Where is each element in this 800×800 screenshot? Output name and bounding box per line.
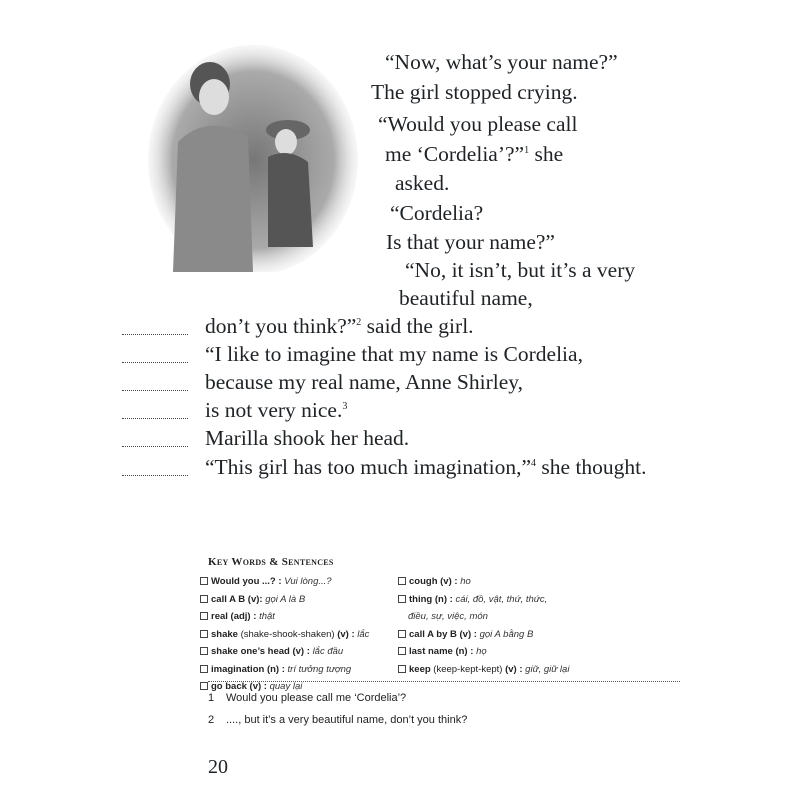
key-word-definition: cái, đồ, vật, thứ, thức, [455, 593, 548, 605]
note-blank-line [122, 418, 188, 419]
footnote-number: 2 [208, 714, 215, 726]
key-word-term: go back (v) [211, 681, 262, 692]
key-word-item [200, 664, 351, 675]
key-word-definition: giữ, giữ lại [525, 663, 570, 675]
key-word-forms: (keep-kept-kept) [430, 663, 506, 675]
key-word-item [200, 611, 275, 622]
line-text: asked. [395, 171, 450, 195]
line-text: beautiful name, [399, 286, 533, 310]
key-words-box [208, 556, 570, 692]
story-line [399, 286, 533, 311]
key-word-part-of-speech: : [275, 576, 285, 587]
note-blank-line [122, 475, 188, 476]
story-line [390, 201, 483, 226]
key-word-item [398, 576, 471, 587]
key-word-item [200, 629, 369, 640]
key-word-part-of-speech: : [279, 663, 288, 675]
key-word-item [398, 664, 569, 675]
checkbox-icon [200, 577, 208, 585]
line-text: “I like to imagine that my name is Cordelia, [205, 342, 583, 366]
key-word-part-of-speech: : [250, 611, 260, 622]
line-text: is not very nice. [205, 398, 343, 422]
key-word-definition: lắc [357, 628, 370, 640]
key-word-definition: Vui lòng...? [284, 576, 332, 587]
footnote-text: ...., but it’s a very beautiful name, don’t you think? [226, 714, 468, 726]
page-number: 20 [208, 756, 228, 778]
key-word-part-of-speech: (v) : [337, 628, 358, 640]
line-text-continued: she [529, 142, 564, 166]
key-word-term: thing (n) [409, 593, 447, 605]
key-word-term: real (adj) [211, 611, 251, 622]
key-word-item [200, 646, 343, 657]
key-word-term: imagination (n) [211, 663, 280, 675]
checkbox-icon [200, 647, 208, 655]
key-word-definition: trí tưởng tượng [287, 663, 352, 675]
key-word-item [398, 646, 487, 657]
key-word-part-of-speech: : [304, 646, 313, 657]
story-line [405, 258, 635, 283]
footnote-divider [208, 681, 680, 682]
line-text: The girl stopped crying. [371, 80, 578, 104]
line-text: “Cordelia? [390, 201, 484, 225]
checkbox-icon [200, 682, 208, 690]
checkbox-icon [398, 577, 406, 585]
key-word-term: call A by B (v) [409, 628, 472, 640]
key-word-definition: họ [476, 646, 487, 657]
story-line [205, 398, 347, 423]
key-word-definition: ho [460, 576, 471, 587]
story-line [386, 230, 555, 255]
key-word-forms: (shake-shook-shaken) [237, 628, 338, 640]
line-text-continued: said the girl. [361, 314, 474, 338]
note-blank-line [122, 390, 188, 391]
key-word-definition: thật [259, 611, 275, 622]
checkbox-icon [200, 665, 208, 673]
key-word-item [200, 681, 302, 692]
line-text: “This girl has too much imagination,” [205, 455, 532, 479]
key-word-item [200, 594, 305, 605]
footnote-text: Would you please call me ‘Cordelia’? [226, 692, 407, 704]
key-word-definition: lắc đầu [312, 646, 344, 657]
story-line [395, 171, 449, 196]
key-word-term: keep [409, 663, 431, 675]
line-text: Is that your name?” [386, 230, 555, 254]
line-text-continued: she thought. [536, 455, 647, 479]
note-blank-line [122, 362, 188, 363]
checkbox-icon [200, 612, 208, 620]
note-blank-line [122, 446, 188, 447]
footnote-marker: 2 [356, 316, 362, 328]
key-word-part-of-speech: (v) : [505, 663, 526, 675]
checkbox-icon [398, 630, 406, 638]
checkbox-icon [398, 665, 406, 673]
key-word-definition: quay lại [269, 681, 303, 692]
footnote-2 [208, 714, 467, 726]
checkbox-icon [200, 595, 208, 603]
line-text: “Now, what’s your name?” [385, 50, 618, 74]
key-word-definition: gọi A bằng B [479, 628, 534, 640]
key-word-term: Would you ...? [211, 576, 276, 587]
illustration-marilla-and-anne [148, 42, 358, 272]
key-word-item [408, 611, 488, 622]
key-word-part-of-speech: : [446, 593, 456, 605]
key-word-term: cough (v) [409, 576, 452, 587]
key-word-item [398, 594, 547, 605]
line-text: Marilla shook her head. [205, 426, 410, 450]
story-line [205, 370, 523, 395]
footnote-marker: 1 [524, 144, 530, 156]
footnote-marker: 4 [531, 457, 537, 469]
story-line [385, 142, 563, 167]
story-line [205, 426, 409, 451]
key-word-part-of-speech: : [471, 628, 480, 640]
key-word-definition: gọi A là B [265, 593, 306, 605]
key-word-term: last name (n) [409, 646, 468, 657]
note-blank-line [122, 334, 188, 335]
key-word-definition: điều, sự, việc, món [408, 611, 488, 622]
checkbox-icon [398, 647, 406, 655]
key-word-part-of-speech: : [451, 576, 461, 587]
key-words-title: Key Words & Sentences [208, 556, 334, 568]
footnote-number: 1 [208, 692, 215, 704]
story-line [378, 112, 577, 137]
line-text: me ‘Cordelia’?” [385, 142, 525, 166]
story-line [205, 314, 474, 339]
line-text: “Would you please call [378, 112, 578, 136]
key-word-term: call A B (v): [211, 593, 263, 605]
key-word-term: shake one’s head (v) [211, 646, 305, 657]
key-word-item [398, 629, 533, 640]
story-line [371, 80, 578, 105]
line-text: because my real name, Anne Shirley, [205, 370, 524, 394]
footnote-marker: 3 [342, 400, 348, 412]
story-line [385, 50, 618, 75]
key-word-part-of-speech: : [261, 681, 270, 692]
story-line [205, 455, 647, 480]
footnote-1 [208, 692, 406, 704]
checkbox-icon [398, 595, 406, 603]
key-word-term: shake [211, 628, 238, 640]
key-word-item [200, 576, 332, 587]
line-text: “No, it isn’t, but it’s a very [405, 258, 636, 282]
key-word-part-of-speech: : [467, 646, 477, 657]
story-line [205, 342, 583, 367]
checkbox-icon [200, 630, 208, 638]
line-text: don’t you think?” [205, 314, 357, 338]
